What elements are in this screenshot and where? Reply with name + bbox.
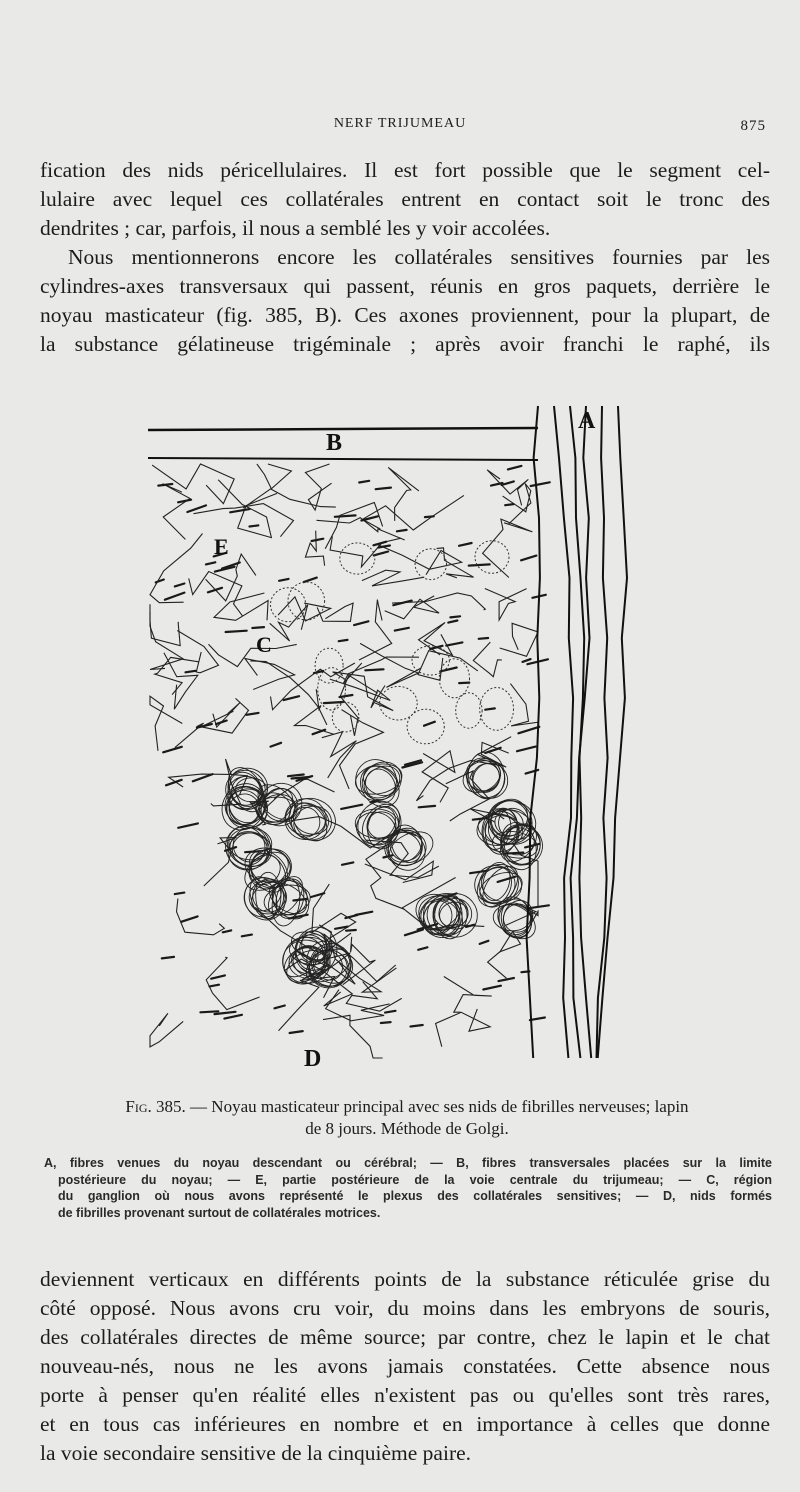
fiber-bundle bbox=[216, 721, 227, 725]
nerve-fiber bbox=[437, 548, 474, 578]
legend-line: du ganglion où nous avons représenté le plexus des collatérales sensitives; — D, nids formés bbox=[58, 1189, 772, 1203]
text-line: nouveau-nés, nous ne les avons jamais constatées. Cette absence nous bbox=[40, 1354, 770, 1378]
fibrillar-nest bbox=[473, 763, 508, 798]
nerve-fiber bbox=[333, 672, 394, 711]
fiber-bundle bbox=[354, 621, 368, 625]
fiber-bundle bbox=[374, 552, 388, 556]
legend-line: postérieure du noyau; — E, partie postérieure de la voie centrale du trijumeau; — C, région bbox=[58, 1172, 772, 1187]
fiber-bundle bbox=[342, 862, 353, 864]
text-line: deviennent verticaux en différents points de la substance réticulée grise du bbox=[40, 1267, 770, 1291]
nerve-fiber bbox=[422, 751, 455, 803]
fiber-bundle bbox=[178, 823, 198, 827]
fiber-bundle bbox=[518, 727, 539, 734]
fiber-bundle bbox=[385, 1011, 395, 1013]
fiber-bundle bbox=[446, 642, 462, 645]
nerve-fiber bbox=[268, 464, 336, 507]
fiber-bundle bbox=[165, 593, 185, 600]
fiber-bundle bbox=[175, 893, 185, 895]
nerve-fiber bbox=[388, 467, 419, 521]
text-line: Nous mentionnerons encore les collatérales sensitives fournies par les bbox=[68, 245, 770, 269]
fiber-bundle bbox=[425, 516, 434, 517]
nerve-fiber bbox=[163, 484, 190, 540]
fiber-bundle bbox=[206, 562, 215, 564]
nerve-fiber bbox=[194, 504, 294, 537]
nerve-fiber bbox=[270, 605, 308, 641]
fiber-bundle bbox=[485, 708, 495, 709]
fiber-bundle bbox=[339, 640, 348, 641]
fiber-bundle bbox=[224, 1015, 242, 1019]
nerve-fiber bbox=[245, 659, 295, 690]
caption-line-2: de 8 jours. Méthode de Golgi. bbox=[305, 1119, 509, 1138]
nerve-fiber bbox=[359, 600, 392, 660]
fiber-bundle bbox=[479, 638, 488, 639]
nerve-fiber bbox=[323, 1015, 383, 1058]
figure-385-illustration bbox=[138, 398, 658, 1078]
page-number: 875 bbox=[740, 118, 766, 134]
fiber-bundle bbox=[284, 696, 300, 700]
fiber-bundle bbox=[499, 978, 514, 981]
text-line: côté opposé. Nous avons cru voir, du moins dans les embryons de souris, bbox=[40, 1296, 770, 1320]
fiber-bundle bbox=[531, 482, 550, 486]
fiber-bundle bbox=[335, 515, 356, 516]
nerve-fiber bbox=[444, 977, 492, 1013]
nerve-fiber bbox=[177, 631, 218, 673]
fiber-bundle bbox=[459, 683, 469, 684]
figure-legend bbox=[44, 1155, 772, 1221]
running-head: NERF TRIJUMEAU bbox=[333, 116, 467, 131]
fiber-bundle bbox=[469, 564, 490, 565]
fiber-bundle bbox=[230, 509, 249, 512]
fiber-bundle bbox=[314, 671, 323, 673]
text-line: cylindres-axes transversaux qui passent, réunis en gros paquets, derrière le bbox=[40, 274, 770, 298]
fiber-bundle bbox=[271, 743, 282, 747]
fiber-bundle bbox=[162, 957, 174, 959]
page-header bbox=[0, 116, 800, 138]
label-E: E bbox=[214, 534, 229, 559]
fiber-bundle bbox=[181, 916, 197, 921]
fibrillar-nest bbox=[384, 825, 439, 872]
nerve-fiber bbox=[243, 464, 277, 508]
fiber-bundle bbox=[210, 985, 220, 987]
text-line: lulaire avec lequel ces collatérales entrent en contact soit le tronc des bbox=[40, 187, 770, 211]
cell-outline bbox=[315, 648, 343, 683]
fiber-bundle bbox=[381, 1022, 391, 1023]
fiber-bundle bbox=[459, 543, 472, 546]
text-line: la voie secondaire sensitive de la cinquième paire. bbox=[40, 1441, 472, 1465]
label-A: A bbox=[578, 408, 596, 434]
nerve-fiber bbox=[346, 982, 401, 1012]
fiber-bundle bbox=[411, 1025, 423, 1027]
fiber-bundle bbox=[288, 775, 304, 777]
nerve-fiber bbox=[150, 604, 183, 669]
fiber-bundle bbox=[252, 627, 264, 628]
fiber-bundle bbox=[440, 668, 457, 672]
label-C: C bbox=[256, 632, 272, 657]
fiber-bundle bbox=[313, 730, 326, 735]
nerve-fiber bbox=[209, 644, 297, 666]
text-line: des collatérales directes de même source; par contre, chez le lapin et le chat bbox=[40, 1325, 770, 1349]
nerve-fiber bbox=[150, 612, 180, 646]
fibrillar-nest bbox=[350, 794, 409, 855]
nerve-fiber bbox=[362, 570, 424, 586]
nerve-fiber bbox=[419, 623, 453, 656]
nerve-fiber bbox=[510, 684, 538, 727]
fiber-bundle bbox=[292, 777, 310, 779]
nerve-fiber bbox=[150, 1013, 183, 1047]
nerve-fiber bbox=[206, 957, 259, 1009]
cell-outline bbox=[380, 686, 418, 720]
fiber-bundle bbox=[505, 504, 513, 505]
fiber-bundle bbox=[186, 671, 196, 673]
fibrillar-nest bbox=[381, 821, 429, 869]
text-line: et en tous cas inférieures en nombre et en importance à celles que donne bbox=[40, 1412, 770, 1436]
fiber-bundle bbox=[530, 1018, 545, 1021]
nerve-fiber bbox=[189, 572, 243, 616]
fiber-bundle bbox=[275, 1006, 285, 1009]
cell-outline bbox=[456, 693, 482, 728]
nerve-fiber bbox=[177, 899, 225, 935]
fiber-bundle bbox=[187, 505, 206, 512]
fiber-bundle bbox=[397, 530, 407, 531]
text-line: fication des nids péricellulaires. Il est fort possible que le segment cel- bbox=[40, 158, 770, 182]
fiber-bundle bbox=[395, 628, 409, 631]
fiber-bundle bbox=[517, 747, 536, 752]
figure-caption bbox=[44, 1096, 770, 1140]
caption-title: — Noyau masticateur principal avec ses nids de fibrilles nerveuses; lapin bbox=[185, 1097, 689, 1116]
label-B: B bbox=[326, 430, 343, 456]
nerve-fiber bbox=[294, 689, 334, 734]
cell-outline bbox=[475, 541, 509, 574]
fiber-bundle bbox=[175, 584, 185, 587]
fiber-bundle bbox=[419, 806, 435, 807]
histology-drawing bbox=[138, 398, 658, 1078]
fiber-bundle bbox=[424, 722, 435, 726]
fiber-bundle bbox=[483, 986, 501, 990]
nerve-fiber bbox=[473, 642, 502, 677]
nerve-fiber bbox=[485, 589, 527, 621]
fiber-bundle bbox=[226, 631, 247, 632]
fiber-bundle bbox=[523, 659, 531, 662]
text-line: noyau masticateur (fig. 385, B). Ces axones proviennent, pour la plupart, de bbox=[40, 303, 770, 327]
nerve-fiber bbox=[483, 519, 533, 577]
nerve-fiber bbox=[322, 732, 357, 778]
fiber-bundle bbox=[223, 930, 231, 932]
fiber-bundle bbox=[211, 975, 225, 978]
nerve-fiber bbox=[326, 990, 390, 1021]
label-D: D bbox=[304, 1046, 322, 1072]
nerve-fiber bbox=[312, 884, 356, 941]
fiber-bundle bbox=[158, 484, 172, 486]
fiber-bundle bbox=[324, 702, 343, 703]
fiber-bundle bbox=[200, 1011, 218, 1012]
fiber-bundle bbox=[480, 941, 489, 944]
paragraph-2 bbox=[40, 243, 770, 359]
nerve-fiber bbox=[366, 840, 439, 877]
legend-line: A, fibres venues du noyau descendant ou cérébral; — B, fibres transversales placées sur la limite bbox=[44, 1156, 772, 1170]
fiber-bundle bbox=[340, 695, 353, 697]
fibrillar-nest bbox=[458, 754, 506, 798]
fiber-bundle bbox=[312, 539, 324, 541]
fiber-bundle bbox=[359, 481, 369, 483]
fiber-bundle bbox=[247, 713, 259, 715]
fiber-bundle bbox=[498, 877, 516, 882]
figure-number: Fig. 385. bbox=[125, 1097, 186, 1116]
fiber-bundle bbox=[405, 930, 423, 936]
fibrillar-nest bbox=[355, 809, 399, 839]
cell-outline bbox=[332, 702, 359, 732]
fiber-bundle bbox=[365, 669, 383, 670]
nerve-fiber bbox=[500, 623, 538, 656]
paragraph-3 bbox=[40, 1265, 770, 1468]
fiber-bundle bbox=[156, 580, 164, 583]
fiber-bundle bbox=[346, 930, 356, 931]
fiber-bundle bbox=[290, 1031, 303, 1033]
caption-line-1 bbox=[44, 1096, 770, 1118]
fiber-bundle bbox=[418, 947, 427, 950]
fiber-bundle bbox=[163, 747, 182, 753]
fiber-bundle bbox=[450, 616, 460, 617]
fiber-bundle bbox=[178, 500, 191, 503]
fiber-bundle bbox=[304, 578, 317, 583]
nerve-fiber bbox=[305, 531, 324, 566]
nerve-fiber bbox=[330, 536, 401, 567]
fiber-bundle bbox=[250, 525, 259, 526]
nerve-fiber bbox=[305, 464, 331, 510]
nerve-fiber bbox=[436, 1009, 491, 1047]
fiber-bundle bbox=[376, 488, 391, 490]
text-line: la substance gélatineuse trigéminale ; après avoir franchi le raphé, ils bbox=[40, 332, 770, 356]
text-line: dendrites ; car, parfois, il nous a semblé les y voir accolées. bbox=[40, 216, 551, 240]
fibrillar-nest bbox=[355, 754, 409, 807]
fiber-bundle bbox=[279, 579, 288, 581]
cell-outline bbox=[439, 659, 469, 698]
fiber-bundle bbox=[345, 915, 357, 918]
text-line: porte à penser qu'en réalité elles n'existent pas ou qu'elles sont très rares, bbox=[40, 1383, 770, 1407]
fiber-bundle bbox=[242, 935, 252, 937]
legend-line: de fibrilles provenant surtout de collatérales motrices. bbox=[58, 1205, 381, 1220]
fiber-bundle bbox=[341, 805, 362, 809]
fiber-bundle bbox=[508, 466, 522, 470]
vertical-fiber-A bbox=[527, 406, 540, 1058]
paragraph-1 bbox=[40, 156, 770, 243]
fiber-bundle bbox=[521, 556, 536, 561]
cell-outline bbox=[340, 543, 375, 574]
fiber-bundle bbox=[208, 588, 222, 593]
fiber-bundle bbox=[448, 621, 457, 623]
nerve-fiber bbox=[206, 554, 256, 601]
fiber-bundle bbox=[505, 853, 524, 854]
cell-outline bbox=[412, 646, 449, 675]
fibrillar-nest bbox=[220, 819, 273, 873]
vertical-fiber-A bbox=[554, 406, 573, 1058]
nerve-fiber bbox=[385, 596, 439, 619]
